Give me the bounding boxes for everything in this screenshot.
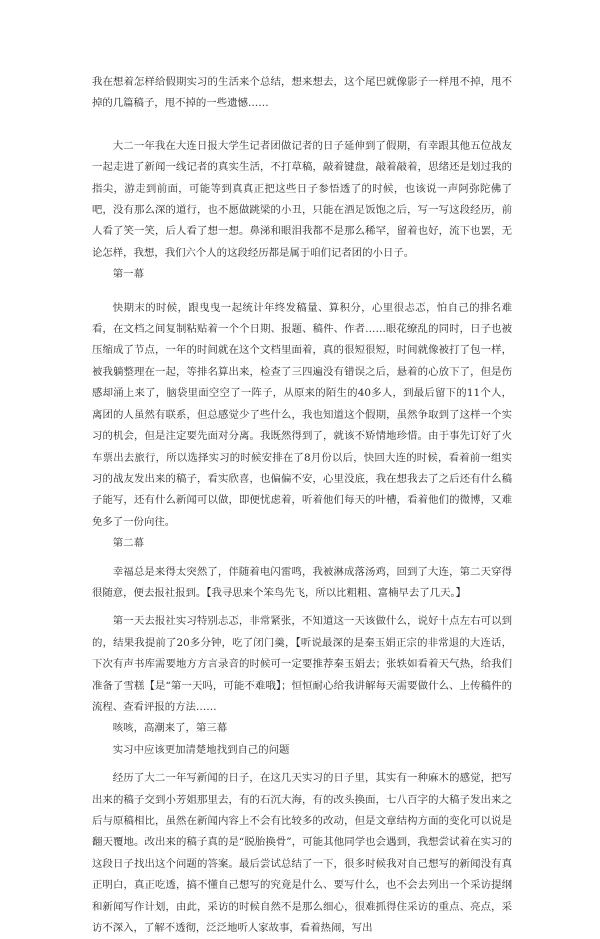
section-title-3: 咳咳，高潮来了，第三幕 (112, 722, 228, 735)
paragraph-2: 快期末的时候，跟曳曳一起统计年终发稿量、算积分，心里很忐忑，怕自己的排名难看，在文档之间复制粘贴着一个个日期、报题、稿件、作者……眼花缭乱的同时，日子也被压缩成了节点，一年的时间就在这个文档里面着，真的很短很短，时间就像被打了包一样，被我躺整理在一起，等排名算出来，检查了三四遍没有错误之后，悬着的心放下了，但是伤感却涌上来了，脑袋里面空空了一阵子，从原来的陌生的40多人，到最后留下的11个人，离团的人虽然有联系，但总感觉少了些什么，我也知道这个假期，虽然争取到了这样一个实习的机会，但是注定要先面对分离。我既然得到了，就该不矫情地珍惜。由于事先订好了火车票出去旅行，所以选择实习的时候安排在了8月份以后，快回大连的时候，看着前一组实习的战友发出来的稿子，看实欣喜，也偏偏不安，心里没底，我在想我去了之后还有什么稿子能写，还有什么新闻可以做，即便忧虑着，听着他们每天的叶槽，看着他们的微博，又难免多了一份向往。 (92, 301, 512, 528)
paragraph-4: 第一天去报社实习特别忐忑，非常紧张，不知道这一天该做什么，说好十点左右可以到的，结果我提前了20多分钟，吃了闭门羹，【听说最深的是秦玉娟正宗的非常退的大连话，下次有声书库需要地方方言录音的时候可一定要推荐秦玉娟去；张轶如看着天气热，给我们准备了雪糕【是“第一天吗，可能不难哦】；恒恒耐心给我讲解每天需要做什么、上传稿件的流程、查看评报的方法…… (92, 615, 512, 713)
section-title-2: 第二幕 (112, 537, 144, 550)
paragraph-3: 幸福总是来得太突然了，伴随着电闪雷鸣，我被淋成落汤鸡，回到了大连，第二天穿得很随意，便去报社报到。【我寻思来个笨鸟先飞，所以比粗粗、富楠早去了几天。】 (92, 565, 512, 599)
paragraph-1: 大二一年我在大连日报大学生记者团做记者的日子延伸到了假期，有幸跟其他五位战友一起走进了新闻一线记者的真实生活，不打草稿，敲着键盘，敲着敲着，思绪还是划过我的指尖，游走到前面，可能等到真真正把这些日子参悟透了的时候，也该说一声阿弥陀佛了吧，没有那么深的道行，也不愿做跳梁的小丑，只能在酒足饭饱之后，写一写这段经历，前人看了笑一笑，后人看了想一想。鼻涕和眼泪我都不是那么稀罕，留着也好，流下也罢，无论怎样，我想，我们六个人的这段经历都是属于咱们记者团的小日子。 (92, 139, 512, 259)
intro-paragraph: 我在想着怎样给假期实习的生活来个总结，想来想去，这个尾巴就像影子一样甩不掉，甩不掉的几篇稿子，甩不掉的一些遗憾…… (92, 76, 512, 110)
section-title-1: 第一幕 (112, 268, 144, 281)
paragraph-5: 经历了大二一年写新闻的日子，在这几天实习的日子里，其实有一种麻木的感觉，把写出来的稿子交到小芳姐那里去，有的石沉大海，有的改头换面，七八百字的大稿子发出来之后与原稿相比，虽然在新闻内容上不会有比较多的改动，但是文章结构方面的变化可以说是翻天覆地。改出来的稿子真的是“脱胎换骨”，可能其他同学也会遇到，我想尝试着在实习的这段日子找出这个问题的答案。最后尝试总结了一下，很多时候我对自己想写的新闻没有真正明白，真正吃透，搞不懂自己想写的究竟是什么、要写什么，也不会去列出一个采访提纲和新闻写作计划，由此，采访的时候自然不是那么细心，很难抓得住采访的重点、亮点，采访不深入，了解不透彻，泛泛地听人家故事，看着热闹，写出 (92, 772, 512, 935)
section-subtitle: 实习中应该更加清楚地找到自己的问题 (112, 743, 290, 756)
